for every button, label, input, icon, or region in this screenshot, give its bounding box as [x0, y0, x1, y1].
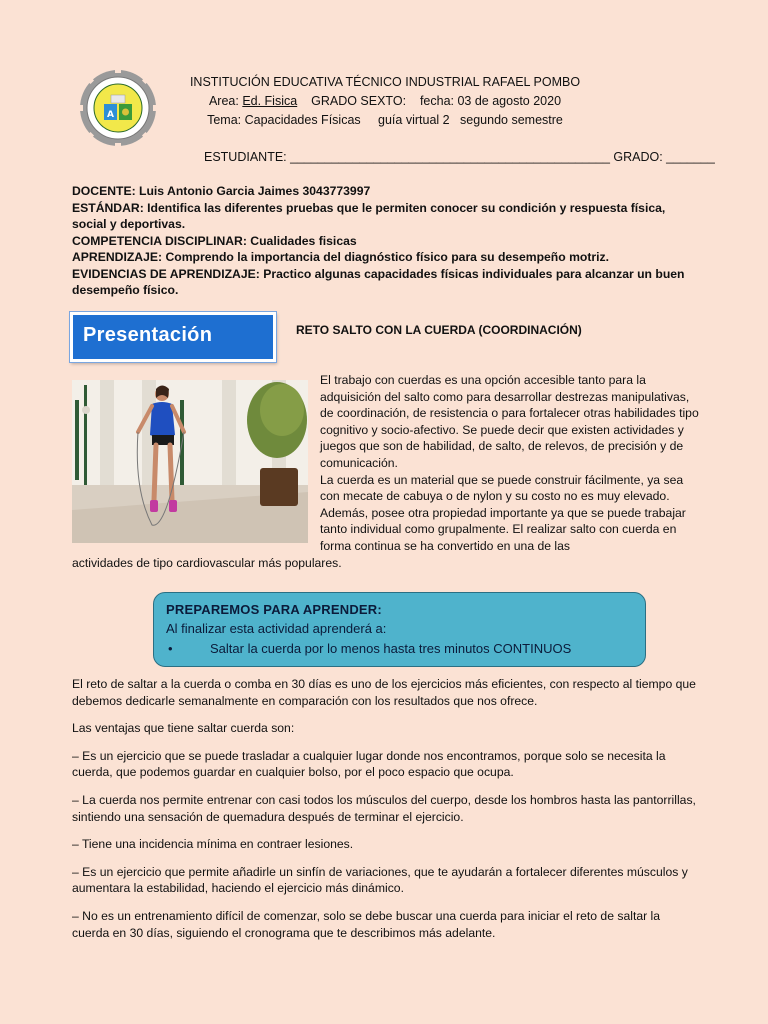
intro-paragraph-2: La cuerda es un material que se puede construir fácilmente, ya sea con mecate de cabuya o de nylon y su costo no es muy elevado. Además, posee otra propiedad importante ya que se puede trabajar tanto individual como grupalmente. El realizar salto con cuerda en forma continua se ha convertido en una de las: [320, 472, 686, 553]
grade-label: GRADO SEXTO:: [311, 94, 407, 108]
bullet-icon: •: [168, 641, 173, 656]
presentation-banner: [70, 312, 276, 362]
date-label: fecha: 03 de agosto 2020: [419, 94, 562, 108]
learning-goal-subtitle: Al finalizar esta actividad aprenderá a:: [166, 621, 387, 636]
intro-paragraph-2-end: actividades de tipo cardiovascular más populares.: [72, 556, 342, 570]
semester-label: segundo semestre: [460, 113, 563, 127]
advantage-item: – No es un entrenamiento difícil de comenzar, solo se debe buscar una cuerda para iniciar el reto de saltar la cuerda en 30 días, siguiendo el cronograma que te describimos más adelante.: [72, 908, 661, 940]
header-line-topic: [150, 111, 620, 129]
evidence-info: EVIDENCIAS DE APRENDIZAJE: Practico algunas capacidades físicas individuales para alcanzar un buen desempeño físico.: [72, 266, 685, 297]
topic-label: Tema: Capacidades Físicas: [207, 113, 361, 127]
student-grade-line: ESTUDIANTE: ______________________________________________ GRADO: _______: [204, 150, 715, 164]
institution-name: INSTITUCIÓN EDUCATIVA TÉCNICO INDUSTRIAL RAFAEL POMBO: [189, 75, 581, 89]
jump-rope-photo: [72, 380, 308, 543]
course-metadata: [72, 183, 702, 299]
intro-paragraph-1: El trabajo con cuerdas es una opción accesible tanto para la adquisición del salto como para desarrollar destrezas manipulativas, de coordinación, de resistencia o para fortalecer otras habilidades tipo cognitivo y socio-afectivo. Se puede decir que existen actividades y juegos que son de habilidad, de salto, de relevos, de precisión y de comunicación.: [320, 373, 699, 470]
advantage-item: – Es un ejercicio que se puede trasladar a cualquier lugar donde nos encontramos, porque solo se necesita la cuerda, que podemos guardar en cualquier bolso, por el poco espacio que ocupa.: [72, 748, 666, 780]
learning-goal-box: [153, 592, 646, 667]
competence-info: COMPETENCIA DISCIPLINAR: Cualidades fisicas: [72, 233, 357, 248]
standard-info: ESTÁNDAR: Identifica las diferentes pruebas que le permiten conocer su condición y respuesta física, social y deportivas.: [72, 200, 666, 231]
learning-info: APRENDIZAJE: Comprendo la importancia del diagnóstico físico para su desempeño motriz.: [72, 250, 610, 264]
advantage-item: – La cuerda nos permite entrenar con casi todos los músculos del cuerpo, desde los hombros hasta las pantorrillas, sintiendo una sensación de quemadura después de terminar el ejercicio.: [72, 792, 696, 824]
intro-text: [320, 372, 700, 555]
guide-label: guía virtual 2: [378, 113, 450, 127]
body-text: [72, 676, 697, 952]
learning-goal-title: PREPAREMOS PARA APRENDER:: [166, 602, 382, 617]
presentation-label: Presentación: [83, 324, 213, 346]
area-value: Ed. Fisica: [242, 94, 298, 108]
body-paragraph: El reto de saltar a la cuerda o comba en 30 días es uno de los ejercicios más eficientes, con respecto al tiempo que debemos dedicarle semanalmente en comparación con los resultados que nos ofrece.: [72, 677, 696, 708]
advantages-heading: Las ventajas que tiene saltar cuerda son:: [72, 721, 295, 736]
learning-goal-item: Saltar la cuerda por lo menos hasta tres minutos CONTINUOS: [210, 641, 572, 656]
advantage-item: – Es un ejercicio que permite añadirle un sinfín de variaciones, que te ayudarán a fortalecer diferentes músculos y aumentara la estabilidad, haciendo el ejercicio más dinámico.: [72, 864, 688, 896]
school-crest-icon: [78, 68, 158, 148]
teacher-info: DOCENTE: Luis Antonio Garcia Jaimes 3043773997: [72, 184, 371, 198]
header-line-area: [150, 92, 620, 110]
crest-letter: A: [107, 110, 114, 120]
challenge-title: RETO SALTO CON LA CUERDA (COORDINACIÓN): [296, 323, 582, 337]
area-label: Area:: [208, 94, 239, 108]
advantage-item: – Tiene una incidencia mínima en contraer lesiones.: [72, 837, 354, 852]
